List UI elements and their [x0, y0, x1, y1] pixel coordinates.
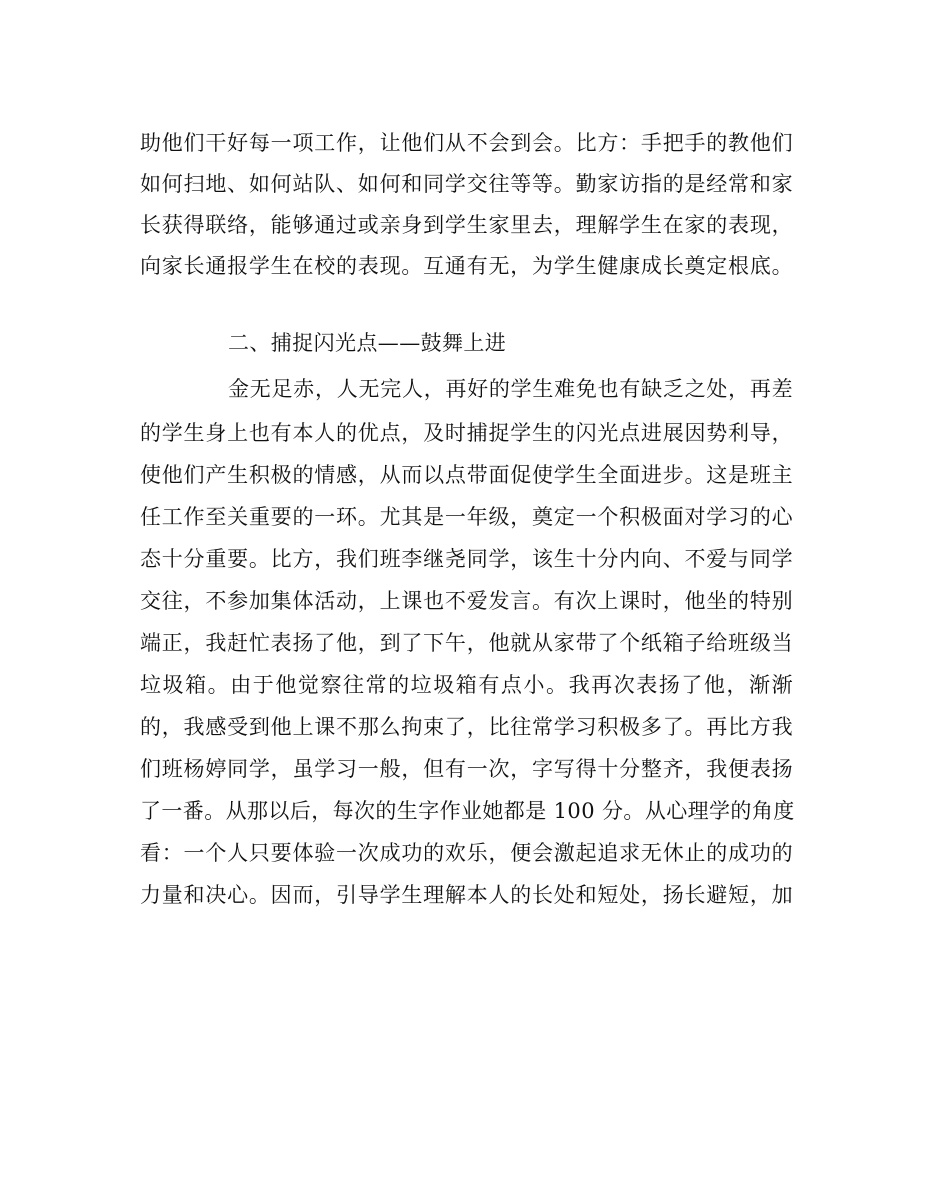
text-line-15: 们班杨婷同学，虽学习一般，但有一次，字写得十分整齐，我便表扬 [140, 757, 793, 781]
text-line-12: 端正，我赶忙表扬了他，到了下午，他就从家带了个纸箱子给班级当 [140, 631, 793, 655]
text-line-4: 向家长通报学生在校的表现。互通有无，为学生健康成长奠定根底。 [140, 254, 793, 278]
text-line-3: 长获得联络，能够通过或亲身到学生家里去，理解学生在家的表现， [140, 213, 793, 237]
text-line-18: 力量和决心。因而，引导学生理解本人的长处和短处，扬长避短，加 [140, 883, 793, 907]
text-line-8: 使他们产生积极的情感，从而以点带面促使学生全面进步。这是班主 [140, 463, 793, 487]
text-line-7: 的学生身上也有本人的优点，及时捕捉学生的闪光点进展因势利导， [140, 421, 793, 445]
text-line-2: 如何扫地、如何站队、如何和同学交往等等。勤家访指的是经常和家 [140, 172, 793, 196]
text-line-14: 的，我感受到他上课不那么拘束了，比往常学习积极多了。再比方我 [140, 715, 793, 739]
text-line-9: 任工作至关重要的一环。尤其是一年级，奠定一个积极面对学习的心 [140, 505, 793, 529]
text-line-11: 交往，不参加集体活动，上课也不爱发言。有次上课时，他坐的特别 [140, 589, 793, 613]
text-line-1: 助他们干好每一项工作，让他们从不会到会。比方：手把手的教他们 [140, 131, 793, 155]
text-line-13: 垃圾箱。由于他觉察往常的垃圾箱有点小。我再次表扬了他，渐渐 [140, 673, 793, 697]
text-line-17: 看：一个人只要体验一次成功的欢乐，便会激起追求无休止的成功的 [140, 841, 793, 865]
text-line-16: 了一番。从那以后，每次的生字作业她都是 100 分。从心理学的角度 [140, 799, 795, 823]
text-line-10: 态十分重要。比方，我们班李继尧同学，该生十分内向、不爱与同学 [140, 547, 793, 571]
section-heading: 二、捕捉闪光点——鼓舞上进 [228, 331, 507, 355]
text-line-6: 金无足赤，人无完人，再好的学生难免也有缺乏之处，再差 [228, 377, 793, 401]
